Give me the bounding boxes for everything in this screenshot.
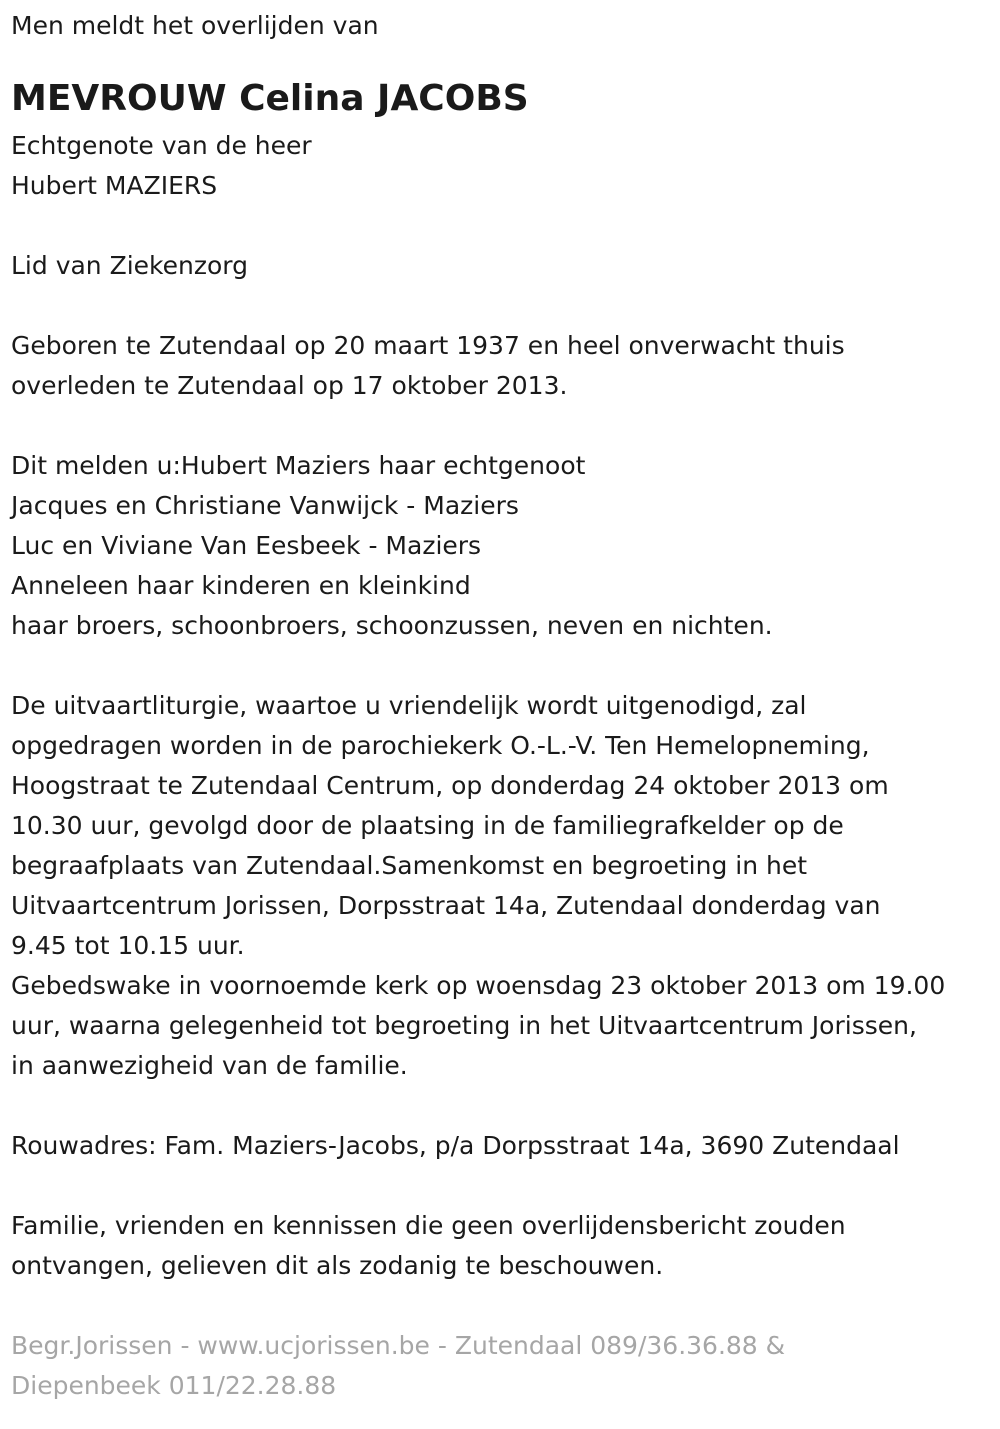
footer-line: Diepenbeek 011/22.28.88 [11,1371,337,1400]
family-paragraph [11,446,1000,646]
funeral-line: opgedragen worden in de parochiekerk O.-L.-V. Ten Hemelopneming, [11,731,870,760]
spacer [11,1166,1000,1206]
family-line: Jacques en Christiane Vanwijck - Maziers [11,491,519,520]
family-line: Luc en Viviane Van Eesbeek - Maziers [11,531,482,560]
family-line: Anneleen haar kinderen en kleinkind [11,571,471,600]
funeral-line: Uitvaartcentrum Jorissen, Dorpsstraat 14a, Zutendaal donderdag van [11,891,881,920]
birth-death-paragraph [11,326,1000,406]
birth-death-line: Geboren te Zutendaal op 20 maart 1937 en heel onverwacht thuis [11,331,845,360]
notice-paragraph [11,1206,1000,1286]
spacer [11,46,1000,72]
spacer [11,1286,1000,1326]
spacer [11,206,1000,246]
funeral-line: Hoogstraat te Zutendaal Centrum, op donderdag 24 oktober 2013 om [11,771,889,800]
funeral-line: 10.30 uur, gevolgd door de plaatsing in de familiegrafkelder op de [11,811,844,840]
spacer [11,646,1000,686]
funeral-line: Gebedswake in voornoemde kerk op woensdag 23 oktober 2013 om 19.00 [11,971,946,1000]
family-line: haar broers, schoonbroers, schoonzussen, neven en nichten. [11,611,773,640]
intro-text: Men meldt het overlijden van [11,11,379,40]
funeral-line: in aanwezigheid van de familie. [11,1051,408,1080]
funeral-line: begraafplaats van Zutendaal.Samenkomst en begroeting in het [11,851,808,880]
spouse-line-2: Hubert MAZIERS [11,171,218,200]
undertaker-footer [11,1326,1000,1406]
footer-line: Begr.Jorissen - www.ucjorissen.be - Zutendaal 089/36.36.88 & [11,1331,786,1360]
notice-line: Familie, vrienden en kennissen die geen overlijdensbericht zouden [11,1211,846,1240]
funeral-paragraph [11,686,1000,1086]
spouse-line-1: Echtgenote van de heer [11,131,312,160]
funeral-line: uur, waarna gelegenheid tot begroeting in het Uitvaartcentrum Jorissen, [11,1011,917,1040]
family-line: Dit melden u:Hubert Maziers haar echtgenoot [11,451,586,480]
mourning-address: Rouwadres: Fam. Maziers-Jacobs, p/a Dorpsstraat 14a, 3690 Zutendaal [11,1131,900,1160]
spacer [11,1086,1000,1126]
membership-text: Lid van Ziekenzorg [11,251,248,280]
notice-line: ontvangen, gelieven dit als zodanig te beschouwen. [11,1251,664,1280]
birth-death-line: overleden te Zutendaal op 17 oktober 2013. [11,371,568,400]
funeral-line: 9.45 tot 10.15 uur. [11,931,245,960]
spacer [11,406,1000,446]
spacer [11,286,1000,326]
deceased-name: MEVROUW Celina JACOBS [11,78,529,119]
funeral-line: De uitvaartliturgie, waartoe u vriendelijk wordt uitgenodigd, zal [11,691,807,720]
